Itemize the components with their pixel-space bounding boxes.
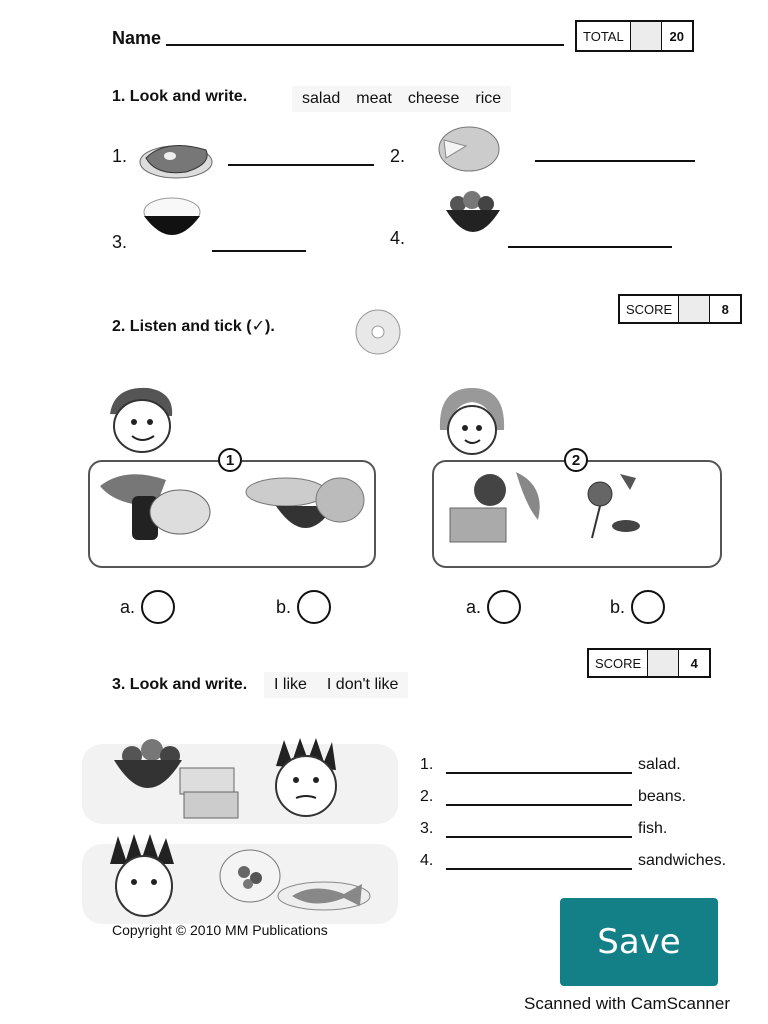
boy-salad-sandwich-illustration: [108, 736, 408, 826]
sentence-ending: fish.: [638, 820, 668, 837]
total-score-box: [575, 20, 694, 52]
sentence-number: 2.: [420, 788, 434, 805]
word-salad: salad: [302, 90, 341, 107]
panel-2-option-a[interactable]: [466, 590, 521, 624]
copyright-text: Copyright © 2010 MM Publications: [112, 922, 328, 938]
phrase-bank: [264, 672, 408, 698]
sentence-ending: beans.: [638, 788, 687, 805]
option-label: a.: [120, 596, 136, 617]
word-cheese: cheese: [407, 90, 460, 107]
section-2-score-box: [618, 294, 742, 324]
sentence-1: [420, 756, 681, 774]
panel-1-number: 1: [218, 448, 242, 472]
word-bank: [292, 86, 511, 112]
section-3-score-field[interactable]: [648, 650, 679, 676]
panel-2-number: 2: [564, 448, 588, 472]
score-label: SCORE: [589, 650, 648, 676]
panel-1-option-b[interactable]: [276, 590, 331, 624]
sentence-4: [420, 852, 726, 870]
score-label: SCORE: [620, 296, 679, 322]
section-2-score-max: 8: [721, 301, 729, 317]
phrase-i-like: I like: [274, 676, 307, 693]
sentence-number: 4.: [420, 852, 434, 869]
panel-1-food-illustration: [96, 466, 366, 558]
item-3-answer-line[interactable]: [212, 250, 306, 252]
section-3-title: 3. Look and write.: [112, 676, 248, 693]
boy-face-icon: [104, 384, 180, 456]
item-4-answer-line[interactable]: [508, 246, 672, 248]
sentence-number: 1.: [420, 756, 434, 773]
sentence-3: [420, 820, 667, 838]
tick-circle[interactable]: [631, 590, 665, 624]
sentence-answer-line[interactable]: [446, 854, 632, 870]
option-label: b.: [276, 596, 292, 617]
cheese-wheel-icon: [436, 124, 502, 174]
item-2-number: 2.: [390, 146, 406, 166]
sentence-ending: sandwiches.: [638, 852, 727, 869]
camscanner-footer: Scanned with CamScanner: [524, 994, 731, 1013]
option-label: a.: [466, 596, 482, 617]
sentence-answer-line[interactable]: [446, 822, 632, 838]
sentence-2: [420, 788, 686, 806]
section-2-score-field[interactable]: [679, 296, 710, 322]
salad-bowl-icon: [442, 190, 504, 242]
meat-steak-icon: [136, 132, 216, 182]
sentence-answer-line[interactable]: [446, 758, 632, 774]
panel-2-food-illustration: [440, 466, 710, 558]
tick-circle[interactable]: [487, 590, 521, 624]
option-label: b.: [610, 596, 626, 617]
item-4-number: 4.: [390, 228, 406, 248]
word-meat: meat: [356, 90, 392, 107]
name-line[interactable]: [166, 44, 564, 46]
tick-circle[interactable]: [141, 590, 175, 624]
word-rice: rice: [475, 90, 502, 107]
sentence-answer-line[interactable]: [446, 790, 632, 806]
panel-2-option-b[interactable]: [610, 590, 665, 624]
panel-1-option-a[interactable]: [120, 590, 175, 624]
item-1-answer-line[interactable]: [228, 164, 374, 166]
tick-circle[interactable]: [297, 590, 331, 624]
section-3-score-box: [587, 648, 711, 678]
girl-face-icon: [434, 386, 510, 458]
name-label: Name: [112, 28, 162, 48]
item-3-number: 3.: [112, 232, 128, 252]
rice-bowl-icon: [140, 194, 204, 246]
section-1-title: 1. Look and write.: [112, 88, 248, 105]
boy-beans-fish-illustration: [104, 830, 394, 920]
total-score-field[interactable]: [631, 22, 662, 50]
item-1-number: 1.: [112, 146, 128, 166]
audio-cd-icon: [354, 308, 402, 356]
phrase-i-dont-like: I don't like: [326, 676, 399, 693]
item-2-answer-line[interactable]: [535, 160, 695, 162]
total-label: TOTAL: [577, 22, 631, 50]
total-max: 20: [669, 28, 684, 44]
save-button[interactable]: Save: [560, 898, 718, 986]
sentence-number: 3.: [420, 820, 434, 837]
section-2-title: 2. Listen and tick (✓).: [112, 318, 275, 335]
section-3-score-max: 4: [690, 655, 698, 671]
sentence-ending: salad.: [638, 756, 681, 773]
